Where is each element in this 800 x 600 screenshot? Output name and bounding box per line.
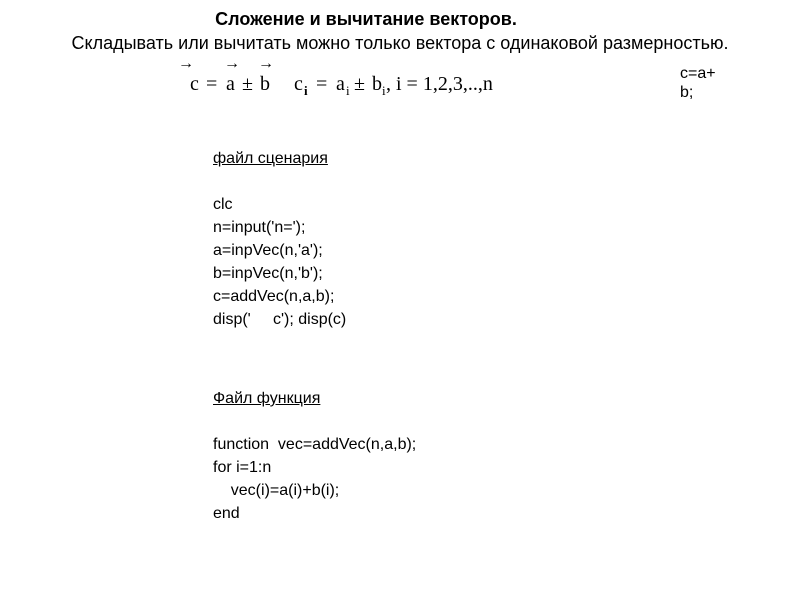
script-file-heading: файл сценария [213,150,328,167]
formula-vec-a: a [226,73,235,95]
side-note-line-2: b; [680,84,694,101]
function-file-heading: Файл функция [213,390,321,407]
formula-comp-b: b [372,73,382,95]
function-line: vec(i)=a(i)+b(i); [213,482,340,499]
function-line: end [213,505,240,522]
formula-comp-a: a [336,73,345,95]
vector-formula [178,54,518,98]
side-note-line-1: c=a+ [680,65,716,82]
formula-eq-2: = [316,73,328,95]
script-file-block [213,147,346,331]
arrow-a-icon: → [224,55,240,72]
script-line: clc [213,196,233,213]
slide-title: Сложение и вычитание векторов. [215,9,517,29]
arrow-b-icon: → [258,55,274,72]
script-line: a=inpVec(n,'a'); [213,242,323,259]
formula-comp-a-sub: i [346,83,350,98]
function-line: function vec=addVec(n,a,b); [213,436,417,453]
slide-subtitle: Складывать или вычитать можно только вектора с одинаковой размерностью. [71,33,729,53]
arrow-c-icon: → [178,55,194,72]
formula-comp-c-sub: i [304,83,308,98]
formula-vec-b: b [260,73,270,95]
formula-vec-c: c [190,73,199,95]
formula-pm-2: ± [354,73,365,95]
formula-range: , i = 1,2,3,..,n [386,73,493,95]
script-line: disp(' c'); disp(c) [213,311,347,328]
side-note [680,64,716,102]
script-line: b=inpVec(n,'b'); [213,265,323,282]
formula-eq: = [206,73,218,95]
function-line: for i=1:n [213,459,272,476]
script-line: n=input('n='); [213,219,306,236]
formula-pm: ± [242,73,253,95]
script-line: c=addVec(n,a,b); [213,288,335,305]
formula-comp-b-sub: i [382,83,386,98]
function-file-block [213,387,416,525]
formula-comp-c: c [294,73,303,95]
